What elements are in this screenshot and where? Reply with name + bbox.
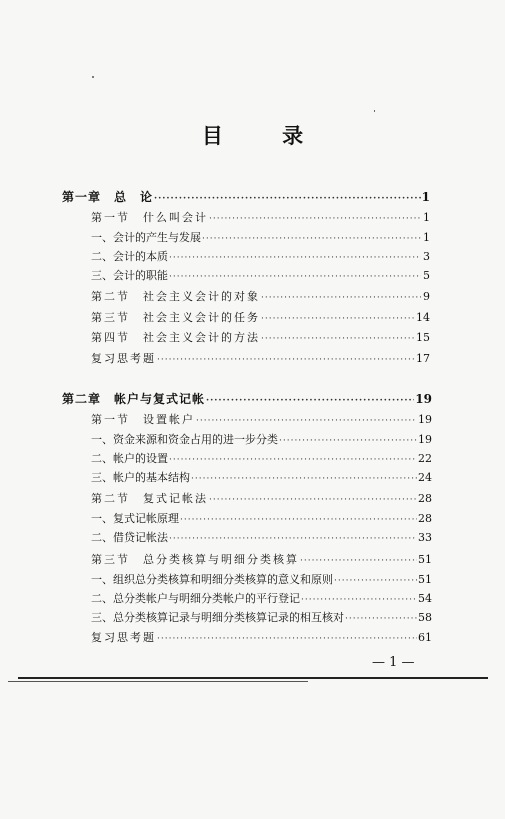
leader-dots xyxy=(154,192,421,206)
page-title: 目 录 xyxy=(201,123,330,148)
leader-dots xyxy=(261,332,415,346)
toc-label: 二、总分类帐户与明细分类帐户的平行登记 xyxy=(91,592,300,605)
leader-dots xyxy=(300,554,417,568)
page-number: — 1 — xyxy=(372,655,415,670)
toc-label: 第二章 帐户与复式记帐 xyxy=(62,392,206,406)
toc-entry[interactable] xyxy=(91,531,432,546)
toc-entry[interactable] xyxy=(91,290,430,305)
toc-label: 三、总分类核算记录与明细分类核算记录的相互核对 xyxy=(91,611,344,624)
leader-dots xyxy=(169,270,421,284)
toc-page: 15 xyxy=(416,331,430,344)
toc-entry[interactable] xyxy=(91,471,432,486)
toc-page: 17 xyxy=(416,352,430,365)
leader-dots xyxy=(279,434,417,448)
toc-entry[interactable] xyxy=(91,573,432,588)
toc-label: 一、资金来源和资金占用的进一步分类 xyxy=(91,433,278,446)
toc-page: 51 xyxy=(418,573,432,586)
toc-label: 第三节 总分类核算与明细分类核算 xyxy=(91,553,299,566)
toc-page: 28 xyxy=(418,492,432,505)
leader-dots xyxy=(169,453,417,467)
toc-entry[interactable] xyxy=(91,452,432,467)
leader-dots xyxy=(301,593,417,607)
toc-page: 54 xyxy=(418,592,432,605)
toc-entry[interactable] xyxy=(91,269,430,284)
toc-chapter-2[interactable] xyxy=(62,392,432,408)
toc-label: 二、帐户的设置 xyxy=(91,452,168,465)
toc-label: 第二节 社会主义会计的对象 xyxy=(91,290,260,303)
toc-entry[interactable] xyxy=(91,250,430,265)
leader-dots xyxy=(209,493,417,507)
toc-entry[interactable] xyxy=(91,553,432,568)
toc-label: 第二节 复式记帐法 xyxy=(91,492,208,505)
toc-page: 14 xyxy=(416,311,430,324)
toc-entry[interactable] xyxy=(91,512,432,527)
toc-page: 1 xyxy=(423,231,430,244)
leader-dots xyxy=(261,312,415,326)
scan-speck xyxy=(374,110,375,112)
toc-page: 61 xyxy=(418,631,432,644)
toc-label: 第四节 社会主义会计的方法 xyxy=(91,331,260,344)
toc-page: 19 xyxy=(418,433,432,446)
toc-entry[interactable] xyxy=(91,592,432,607)
toc-page: 19 xyxy=(415,392,432,406)
toc-entry[interactable] xyxy=(91,311,430,326)
toc-entry[interactable] xyxy=(91,331,430,346)
toc-label: 第一章 总 论 xyxy=(62,190,154,204)
leader-dots xyxy=(209,212,421,226)
leader-dots xyxy=(157,353,415,367)
toc-label: 复习思考题 xyxy=(91,631,156,644)
leader-dots xyxy=(180,513,417,527)
toc-label: 二、借贷记帐法 xyxy=(91,531,168,544)
toc-entry[interactable] xyxy=(91,631,432,646)
toc-page: 5 xyxy=(423,269,430,282)
toc-entry[interactable] xyxy=(91,352,430,367)
toc-entry[interactable] xyxy=(91,211,430,226)
toc-chapter-1[interactable] xyxy=(62,190,430,206)
toc-label: 第三节 社会主义会计的任务 xyxy=(91,311,260,324)
leader-dots xyxy=(202,232,421,246)
toc-label: 二、会计的本质 xyxy=(91,250,168,263)
toc-page: 3 xyxy=(423,250,430,263)
leader-dots xyxy=(261,291,421,305)
scan-edge-line xyxy=(8,681,308,682)
leader-dots xyxy=(169,532,417,546)
toc-label: 三、帐户的基本结构 xyxy=(91,471,190,484)
toc-page: 33 xyxy=(418,531,432,544)
toc-page: 24 xyxy=(418,471,432,484)
toc-entry[interactable] xyxy=(91,413,432,428)
toc-label: 三、会计的职能 xyxy=(91,269,168,282)
toc-page: 9 xyxy=(423,290,430,303)
toc-entry[interactable] xyxy=(91,433,432,448)
toc-label: 一、会计的产生与发展 xyxy=(91,231,201,244)
toc-page: 51 xyxy=(418,553,432,566)
toc-label: 一、复式记帐原理 xyxy=(91,512,179,525)
leader-dots xyxy=(334,574,417,588)
toc-entry[interactable] xyxy=(91,611,432,626)
toc-entry[interactable] xyxy=(91,231,430,246)
toc-entry[interactable] xyxy=(91,492,432,507)
toc-label: 一、组织总分类核算和明细分类核算的意义和原则 xyxy=(91,573,333,586)
leader-dots xyxy=(157,632,417,646)
leader-dots xyxy=(206,394,414,408)
toc-page: 19 xyxy=(418,413,432,426)
leader-dots xyxy=(169,251,421,265)
toc-label: 第一节 什么叫会计 xyxy=(91,211,208,224)
scan-edge-line xyxy=(18,677,488,679)
leader-dots xyxy=(196,414,417,428)
toc-page: 28 xyxy=(418,512,432,525)
toc-page: 22 xyxy=(418,452,432,465)
leader-dots xyxy=(191,472,417,486)
leader-dots xyxy=(345,612,417,626)
toc-page: 1 xyxy=(423,211,430,224)
toc-page: 1 xyxy=(421,190,430,204)
toc-label: 第一节 设置帐户 xyxy=(91,413,195,426)
toc-page: 58 xyxy=(418,611,432,624)
scan-speck xyxy=(92,76,94,78)
toc-label: 复习思考题 xyxy=(91,352,156,365)
